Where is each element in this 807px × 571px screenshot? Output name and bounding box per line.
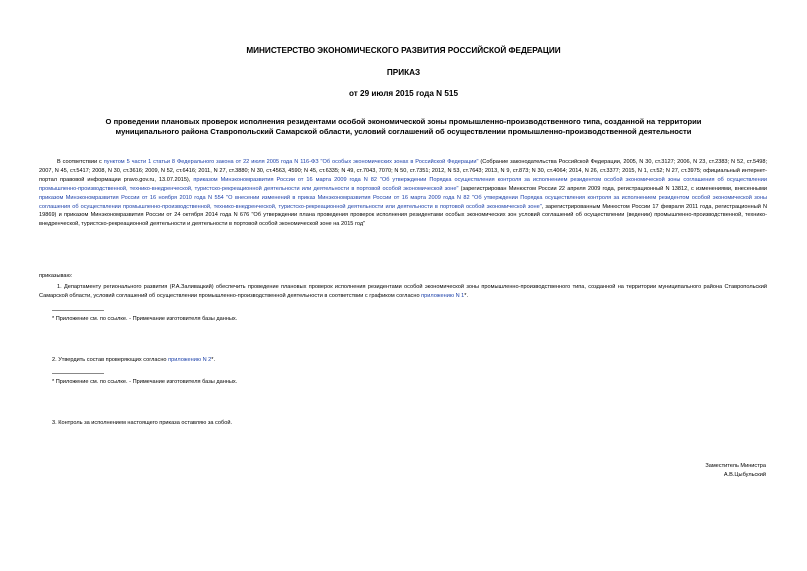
item-1-text: 1. Департаменту регионального развития (Р.А.Заливацкий) обеспечить проведение плановых проверок исполнения резидентами особой экономической зоны промышленно-производственного типа, созданной на территории муниципального района Ставропольский Самарской области, условий соглашений об осуществлении промышленно-производственной деятельности в соответствии с графиком согласно [39,284,767,299]
order-554-link[interactable]: приказом Минэкономразвития России от 16 ноября 2010 года N 554 "О внесении изменений в приказ Минэкономразвития России от 16 марта 2009 года N 82 "Об утверждении Порядка осуществления контроля за исполнением резидентом особой экономической зоны соглашения об осуществлении промышленно-производственной, технико-внедренческой, туристско-рекреационной деятельности или деятельности в портовой особой экономической зоне" [39,194,767,210]
preamble-text-4: , зарегистрированным Минюстом России 17 февраля 2011 года, регистрационный N 19869) и приказом Минэкономразвития России от 24 октября 2014 года N 676 "Об утверждении плана проведения проверок исполнения резидентами особых экономических зон условий соглашений об осуществлении (ведении) промышленно-производственной, технико-внедренческой, туристско-рекреационной деятельности и деятельности в портовой особой экономической зоне на 2015 год" [39,203,767,228]
item-2-suffix: *. [211,357,216,363]
footnote-2: * Приложение см. по ссылке. - Примечание изготовителя базы данных. [52,379,238,385]
order-title-line-2: муниципального района Ставропольский Самарской области, условий соглашений об осуществлении промышленно-производственной деятельности [115,127,692,136]
item-1-paragraph [39,283,767,301]
order-82-link[interactable]: приказом Минэкономразвития России от 16 марта 2009 года N 82 "Об утверждении Порядка осуществления контроля за исполнением резидентом особой экономической зоны соглашения об осуществлении промышленно-производственной, технико-внедренческой, туристско-рекреационной деятельности или деятельности в портовой особой экономической зоне" [39,176,767,192]
date-number-heading: от 29 июля 2015 года N 515 [348,89,459,98]
footnote-separator-1 [52,310,104,311]
signature-position: Заместитель Министра [705,463,766,469]
footnote-1: * Приложение см. по ссылке. - Примечание изготовителя базы данных. [52,316,238,322]
item-2-paragraph [52,356,215,365]
doc-type-heading: ПРИКАЗ [386,68,421,77]
signature-name: А.В.Цыбульский [723,472,766,478]
appendix-2-link[interactable]: приложению N 2 [168,357,212,363]
preamble-paragraph [39,158,767,229]
preamble-text-3: (зарегистрирован Минюстом России 22 апреля 2009 года, регистрационный N 13812, с изменениями, внесенными [458,185,767,192]
ministry-heading: МИНИСТЕРСТВО ЭКОНОМИЧЕСКОГО РАЗВИТИЯ РОССИЙСКОЙ ФЕДЕРАЦИИ [246,46,561,55]
footnote-separator-2 [52,373,104,374]
item-1-suffix: *. [464,292,469,299]
order-word: приказываю: [39,273,73,279]
preamble-text-1: В соответствии с [57,159,104,165]
federal-law-link[interactable]: пунктом 5 части 1 статьи 8 Федерального закона от 22 июля 2005 года N 116-ФЗ "Об особых экономических зонах в Российской Федерации" [103,159,479,165]
order-title-line-1: О проведении плановых проверок исполнения резидентами особой экономической зоны промышленно-производственного типа, созданной на территории [105,117,702,126]
appendix-1-link[interactable]: приложению N 1 [421,292,465,299]
preamble-text-2: (Собрание законодательства Российской Федерации, 2005, N 30, ст.3127; 2006, N 23, ст.2383; N 52, ст.5498; 2007, N 45, ст.5417; 2008, N 30, ст.3616; 2009, N 52, ст.6416; 2011, N 27, ст.3880; N 30, ст.4563, 4590; N 45, ст.6335; N 49, ст.7043, 7070; N 50, ст.7351; 2012, N 53, ст.7643; 2013, N 9, ст.873; N 30, ст.4064; 2014, N 26, ст.3377; 2015, N 1, ст.52; N 27, ст.3975; официальный интернет-портал правовой информации pravo.gov.ru, 13.07.2015), [39,159,767,183]
item-3-paragraph: 3. Контроль за исполнением настоящего приказа оставляю за собой. [52,420,233,426]
item-2-text: 2. Утвердить состав проверяющих согласно [52,357,169,363]
